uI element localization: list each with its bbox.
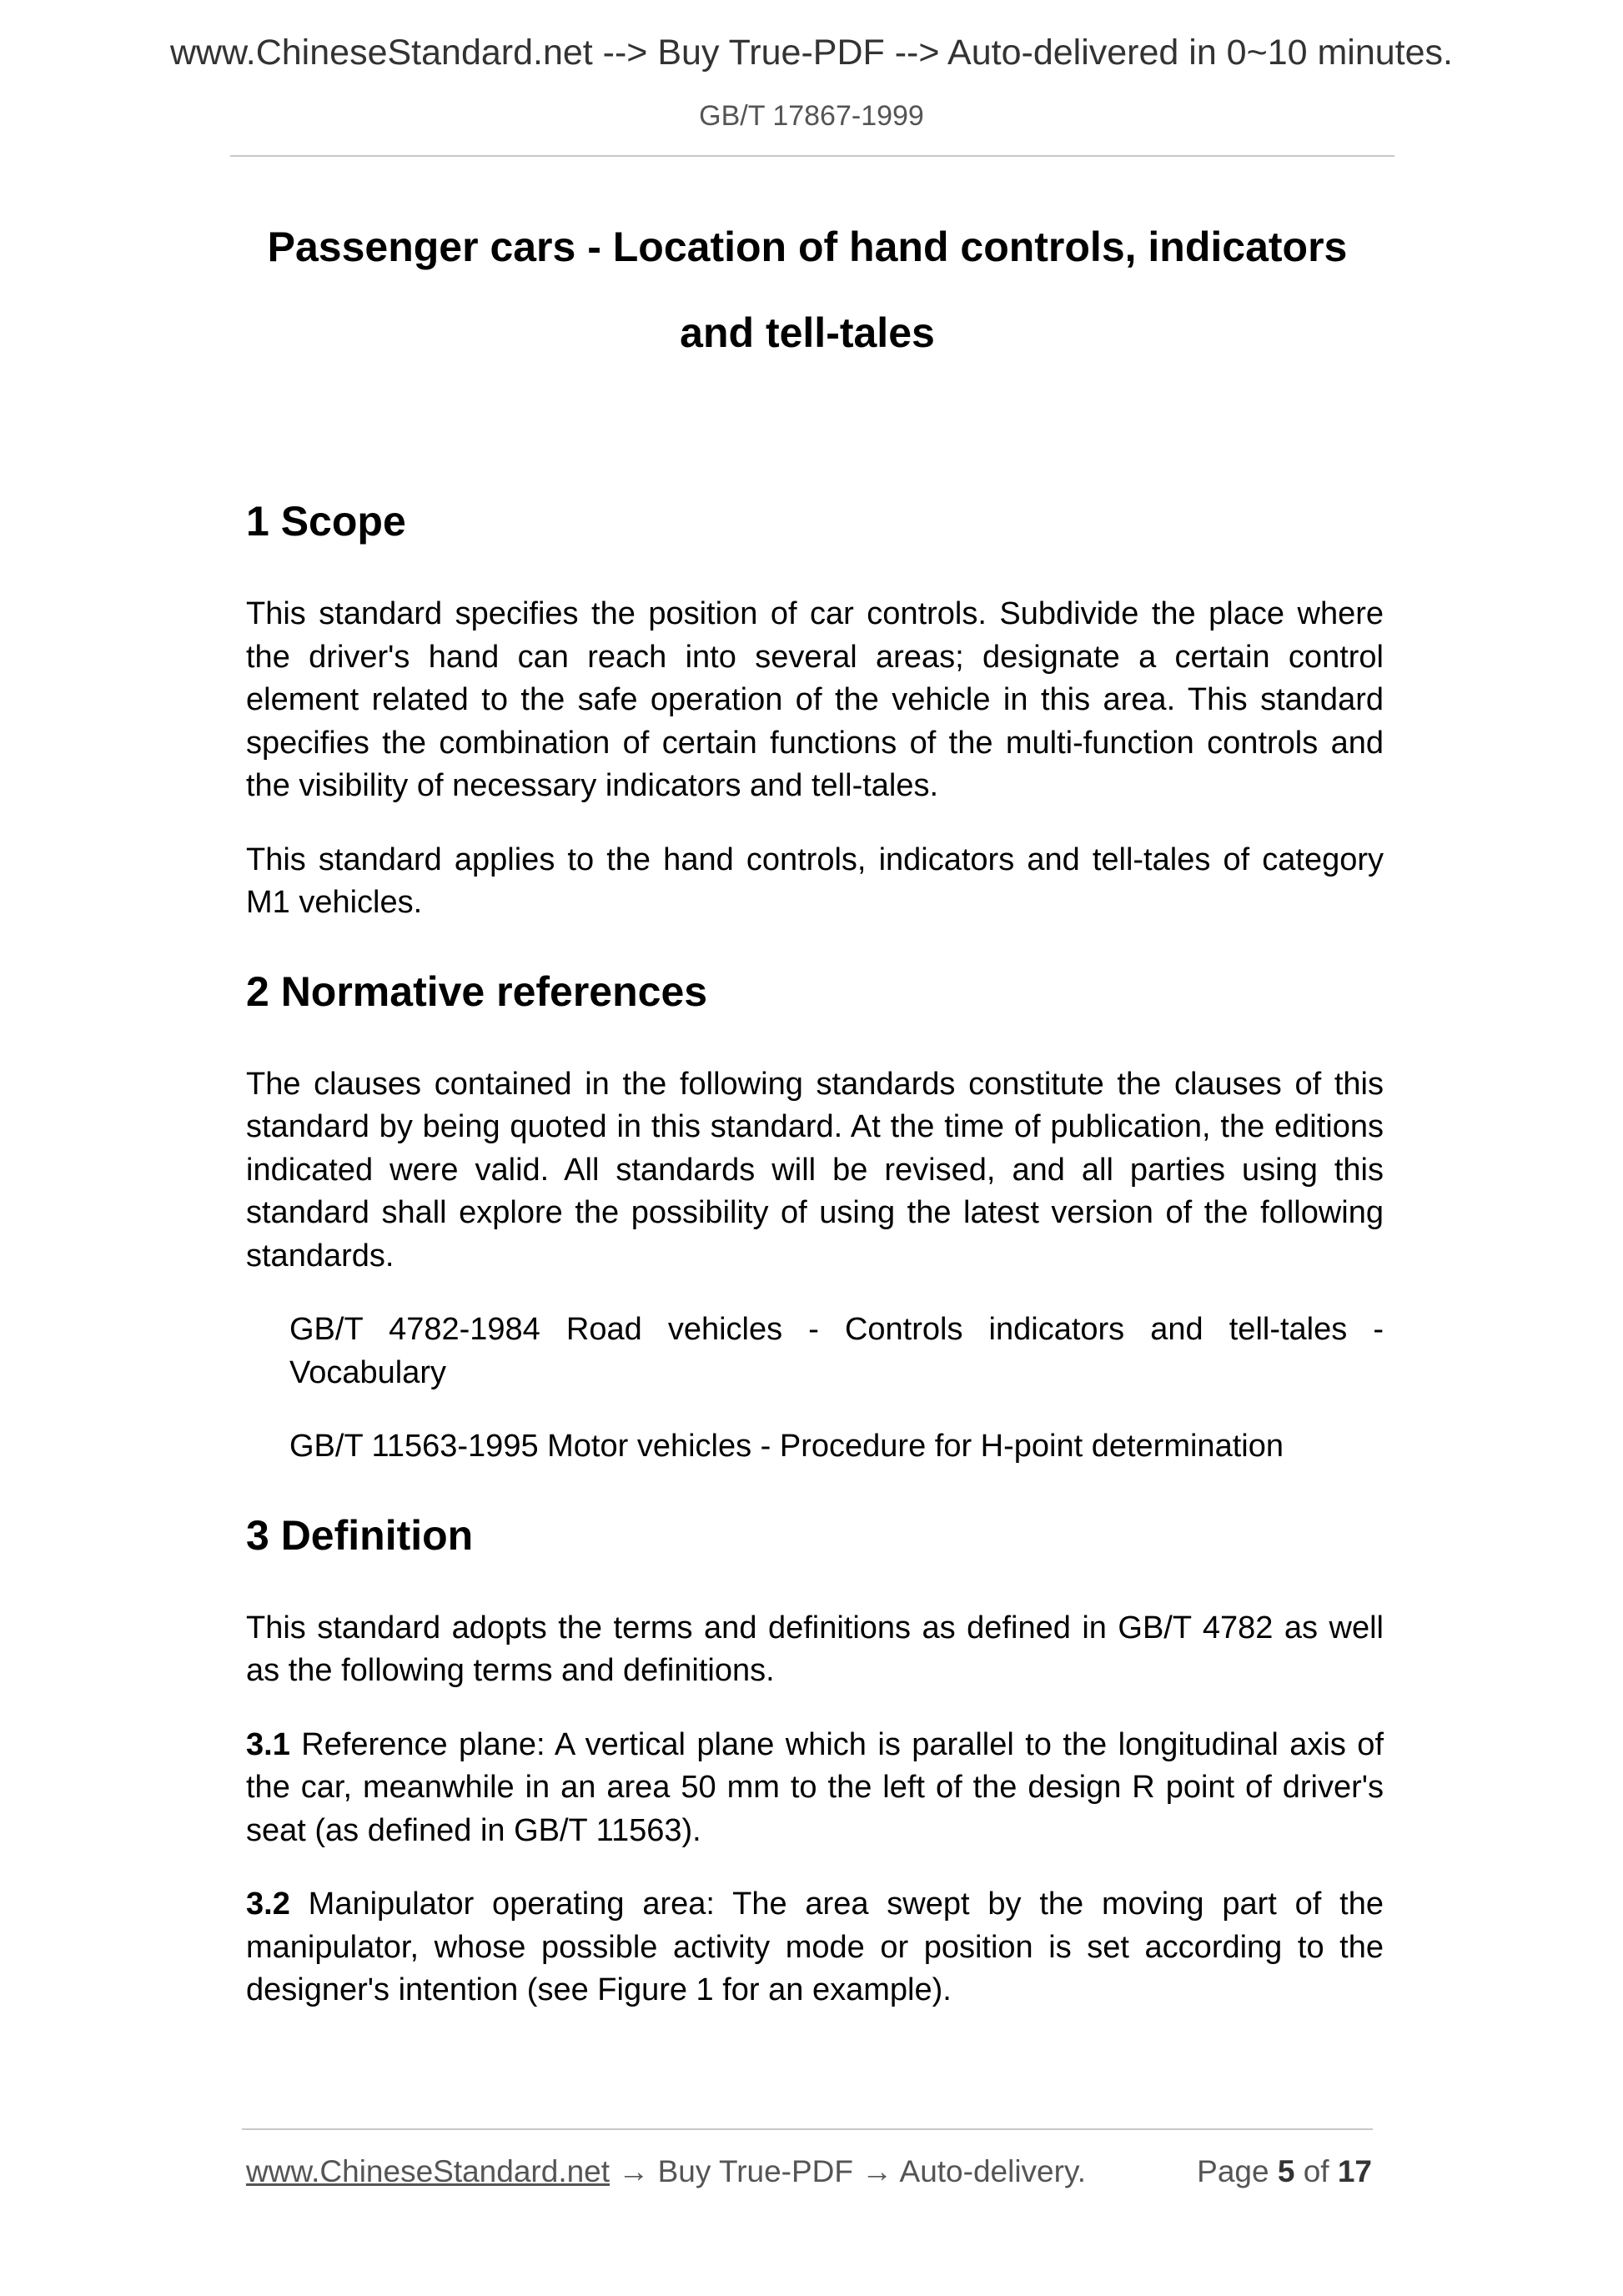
footer-promo-text: → Buy True-PDF → Auto-delivery. xyxy=(610,2154,1086,2188)
reference-item-gbt-11563: GB/T 11563-1995 Motor vehicles - Procedure for H-point determination xyxy=(289,1429,1284,1464)
document-body xyxy=(246,496,1384,2043)
scope-paragraph-1: This standard specifies the position of car controls. Subdivide the place where the driver's hand can reach into several areas; designate a certain control element related to the safe operation of the vehicle in this area. This standard specifies the combination of certain functions of the multi-function controls and the visibility of necessary indicators and tell-tales. xyxy=(246,596,1384,803)
clause-3-1-text: Reference plane: A vertical plane which is parallel to the longitudinal axis of the car, meanwhile in an area 50 mm to the left of the design R point of driver's seat (as defined in GB/T 11563). xyxy=(246,1726,1384,1848)
clause-3-1-number: 3.1 xyxy=(246,1726,290,1762)
title-line-2: and tell-tales xyxy=(680,309,935,356)
page-current: 5 xyxy=(1277,2154,1295,2188)
scope-paragraph-2: This standard applies to the hand controls, indicators and tell-tales of category M1 vehicles. xyxy=(246,842,1384,920)
document-title xyxy=(230,204,1384,376)
section-heading-normative-references: 2 Normative references xyxy=(246,967,708,1015)
footer-divider xyxy=(242,2128,1373,2130)
page-number xyxy=(1197,2153,1372,2190)
top-banner: www.ChineseStandard.net --> Buy True-PDF --> Auto-delivered in 0~10 minutes. xyxy=(169,33,1453,73)
page-total: 17 xyxy=(1337,2154,1372,2188)
standard-code: GB/T 17867-1999 xyxy=(699,100,924,132)
title-line-1: Passenger cars - Location of hand controls, indicators xyxy=(267,224,1348,270)
page-of-label: of xyxy=(1303,2154,1329,2188)
section-heading-scope: 1 Scope xyxy=(246,498,406,545)
clause-3-2-text: Manipulator operating area: The area swept by the moving part of the manipulator, whose possible activity mode or position is set according to the designer's intention (see Figure 1 for an example). xyxy=(246,1887,1384,2007)
clause-3-2-number: 3.2 xyxy=(246,1887,290,1922)
footer-promo xyxy=(246,2153,1086,2190)
page-label: Page xyxy=(1197,2154,1269,2188)
normative-paragraph-1: The clauses contained in the following standards constitute the clauses of this standard by being quoted in this standard. At the time of publication, the editions indicated were valid. All standards will be revised, and all parties using this standard shall explore the possibility of using the latest version of the following standards. xyxy=(246,1066,1384,1274)
section-heading-definition: 3 Definition xyxy=(246,1511,474,1559)
footer-site-link[interactable]: www.ChineseStandard.net xyxy=(246,2154,611,2188)
header-divider xyxy=(230,155,1394,157)
reference-item-gbt-4782: GB/T 4782-1984 Road vehicles - Controls indicators and tell-tales - Vocabulary xyxy=(289,1312,1384,1390)
clause-3-1 xyxy=(246,1724,1384,1853)
definition-paragraph-1: This standard adopts the terms and definitions as defined in GB/T 4782 as well as the following terms and definitions. xyxy=(246,1610,1384,1688)
clause-3-2 xyxy=(246,1883,1384,2012)
